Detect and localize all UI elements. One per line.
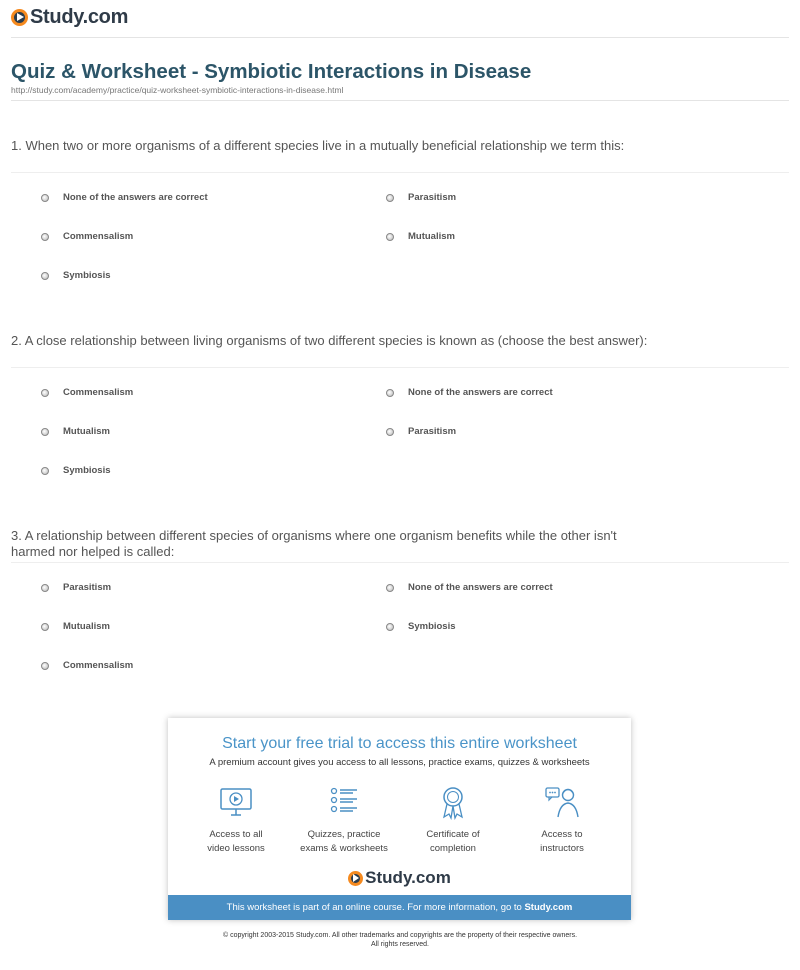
radio-button[interactable]	[386, 584, 394, 592]
quiz-list-icon	[326, 784, 362, 820]
studycom-link[interactable]: Study.com	[524, 902, 573, 913]
answer-option[interactable]: Symbiosis	[41, 465, 111, 476]
radio-button[interactable]	[386, 194, 394, 202]
copyright-line: © copyright 2003-2015 Study.com. All other trademarks and copyrights are the property of their respective owners.	[222, 932, 578, 939]
promo-subtitle: A premium account gives you access to all lessons, practice exams, quizzes & worksheets	[209, 757, 590, 768]
play-logo-icon	[348, 871, 363, 886]
feature-label: Certificate of	[426, 829, 480, 840]
answer-option[interactable]: Parasitism	[41, 582, 111, 593]
feature-instructors	[507, 784, 617, 856]
feature-label: exams & worksheets	[300, 843, 388, 854]
feature-label: Access to all	[209, 829, 263, 840]
feature-label: Access to	[541, 829, 583, 840]
certificate-icon	[435, 784, 471, 820]
page-url: http://study.com/academy/practice/quiz-worksheet-symbiotic-interactions-in-disease.html	[11, 85, 344, 95]
feature-label: Quizzes, practice	[307, 829, 381, 840]
answer-option[interactable]: None of the answers are correct	[41, 192, 208, 203]
question-divider	[11, 562, 789, 563]
title-divider	[11, 100, 789, 101]
radio-button[interactable]	[386, 623, 394, 631]
feature-quizzes	[289, 784, 399, 856]
promo-info-bar	[168, 895, 631, 920]
answer-option[interactable]: Symbiosis	[41, 270, 111, 281]
answer-option[interactable]: Mutualism	[41, 621, 110, 632]
radio-button[interactable]	[41, 467, 49, 475]
radio-button[interactable]	[41, 194, 49, 202]
feature-label: completion	[430, 843, 476, 854]
radio-button[interactable]	[386, 389, 394, 397]
promo-studycom-logo[interactable]	[168, 868, 631, 888]
answer-option[interactable]: None of the answers are correct	[386, 387, 553, 398]
logo-text: Study.com	[30, 6, 129, 28]
logo-text: Study.com	[365, 868, 451, 887]
promo-title[interactable]: Start your free trial to access this entire worksheet	[222, 735, 577, 752]
header-divider	[11, 37, 789, 38]
question-3	[11, 528, 651, 671]
answer-option[interactable]: Commensalism	[41, 231, 133, 242]
studycom-logo[interactable]	[11, 6, 128, 29]
answer-option[interactable]: Mutualism	[386, 231, 455, 242]
radio-button[interactable]	[386, 233, 394, 241]
copyright-footer	[0, 931, 800, 949]
free-trial-promo	[168, 718, 631, 920]
question-1	[11, 138, 651, 281]
play-logo-icon	[11, 9, 28, 26]
answer-option[interactable]: Parasitism	[386, 192, 456, 203]
answer-option[interactable]: None of the answers are correct	[386, 582, 553, 593]
copyright-line: All rights reserved.	[371, 941, 429, 948]
radio-button[interactable]	[41, 662, 49, 670]
question-text: 3. A relationship between different species of organisms where one organism benefits while the other isn't harmed nor helped is called:	[11, 528, 617, 559]
question-2	[11, 333, 651, 476]
question-divider	[11, 367, 789, 368]
feature-certificate	[398, 784, 508, 856]
answer-option[interactable]: Commensalism	[41, 660, 133, 671]
question-divider	[11, 172, 789, 173]
feature-label: instructors	[540, 843, 584, 854]
page-title: Quiz & Worksheet - Symbiotic Interactions in Disease	[11, 60, 532, 83]
radio-button[interactable]	[41, 428, 49, 436]
radio-button[interactable]	[41, 233, 49, 241]
radio-button[interactable]	[41, 623, 49, 631]
instructor-icon	[544, 784, 580, 820]
promo-bar-text: This worksheet is part of an online course. For more information, go to	[226, 902, 525, 913]
question-text: 1. When two or more organisms of a different species live in a mutually beneficial relationship we term this:	[11, 138, 625, 153]
feature-label: video lessons	[207, 843, 265, 854]
feature-video-lessons	[181, 784, 291, 856]
video-lesson-icon	[218, 784, 254, 820]
answer-option[interactable]: Mutualism	[41, 426, 110, 437]
question-text: 2. A close relationship between living organisms of two different species is known as (choose the best answer):	[11, 333, 648, 348]
answer-option[interactable]: Parasitism	[386, 426, 456, 437]
answer-option[interactable]: Commensalism	[41, 387, 133, 398]
answer-option[interactable]: Symbiosis	[386, 621, 456, 632]
radio-button[interactable]	[41, 272, 49, 280]
radio-button[interactable]	[41, 389, 49, 397]
radio-button[interactable]	[41, 584, 49, 592]
radio-button[interactable]	[386, 428, 394, 436]
